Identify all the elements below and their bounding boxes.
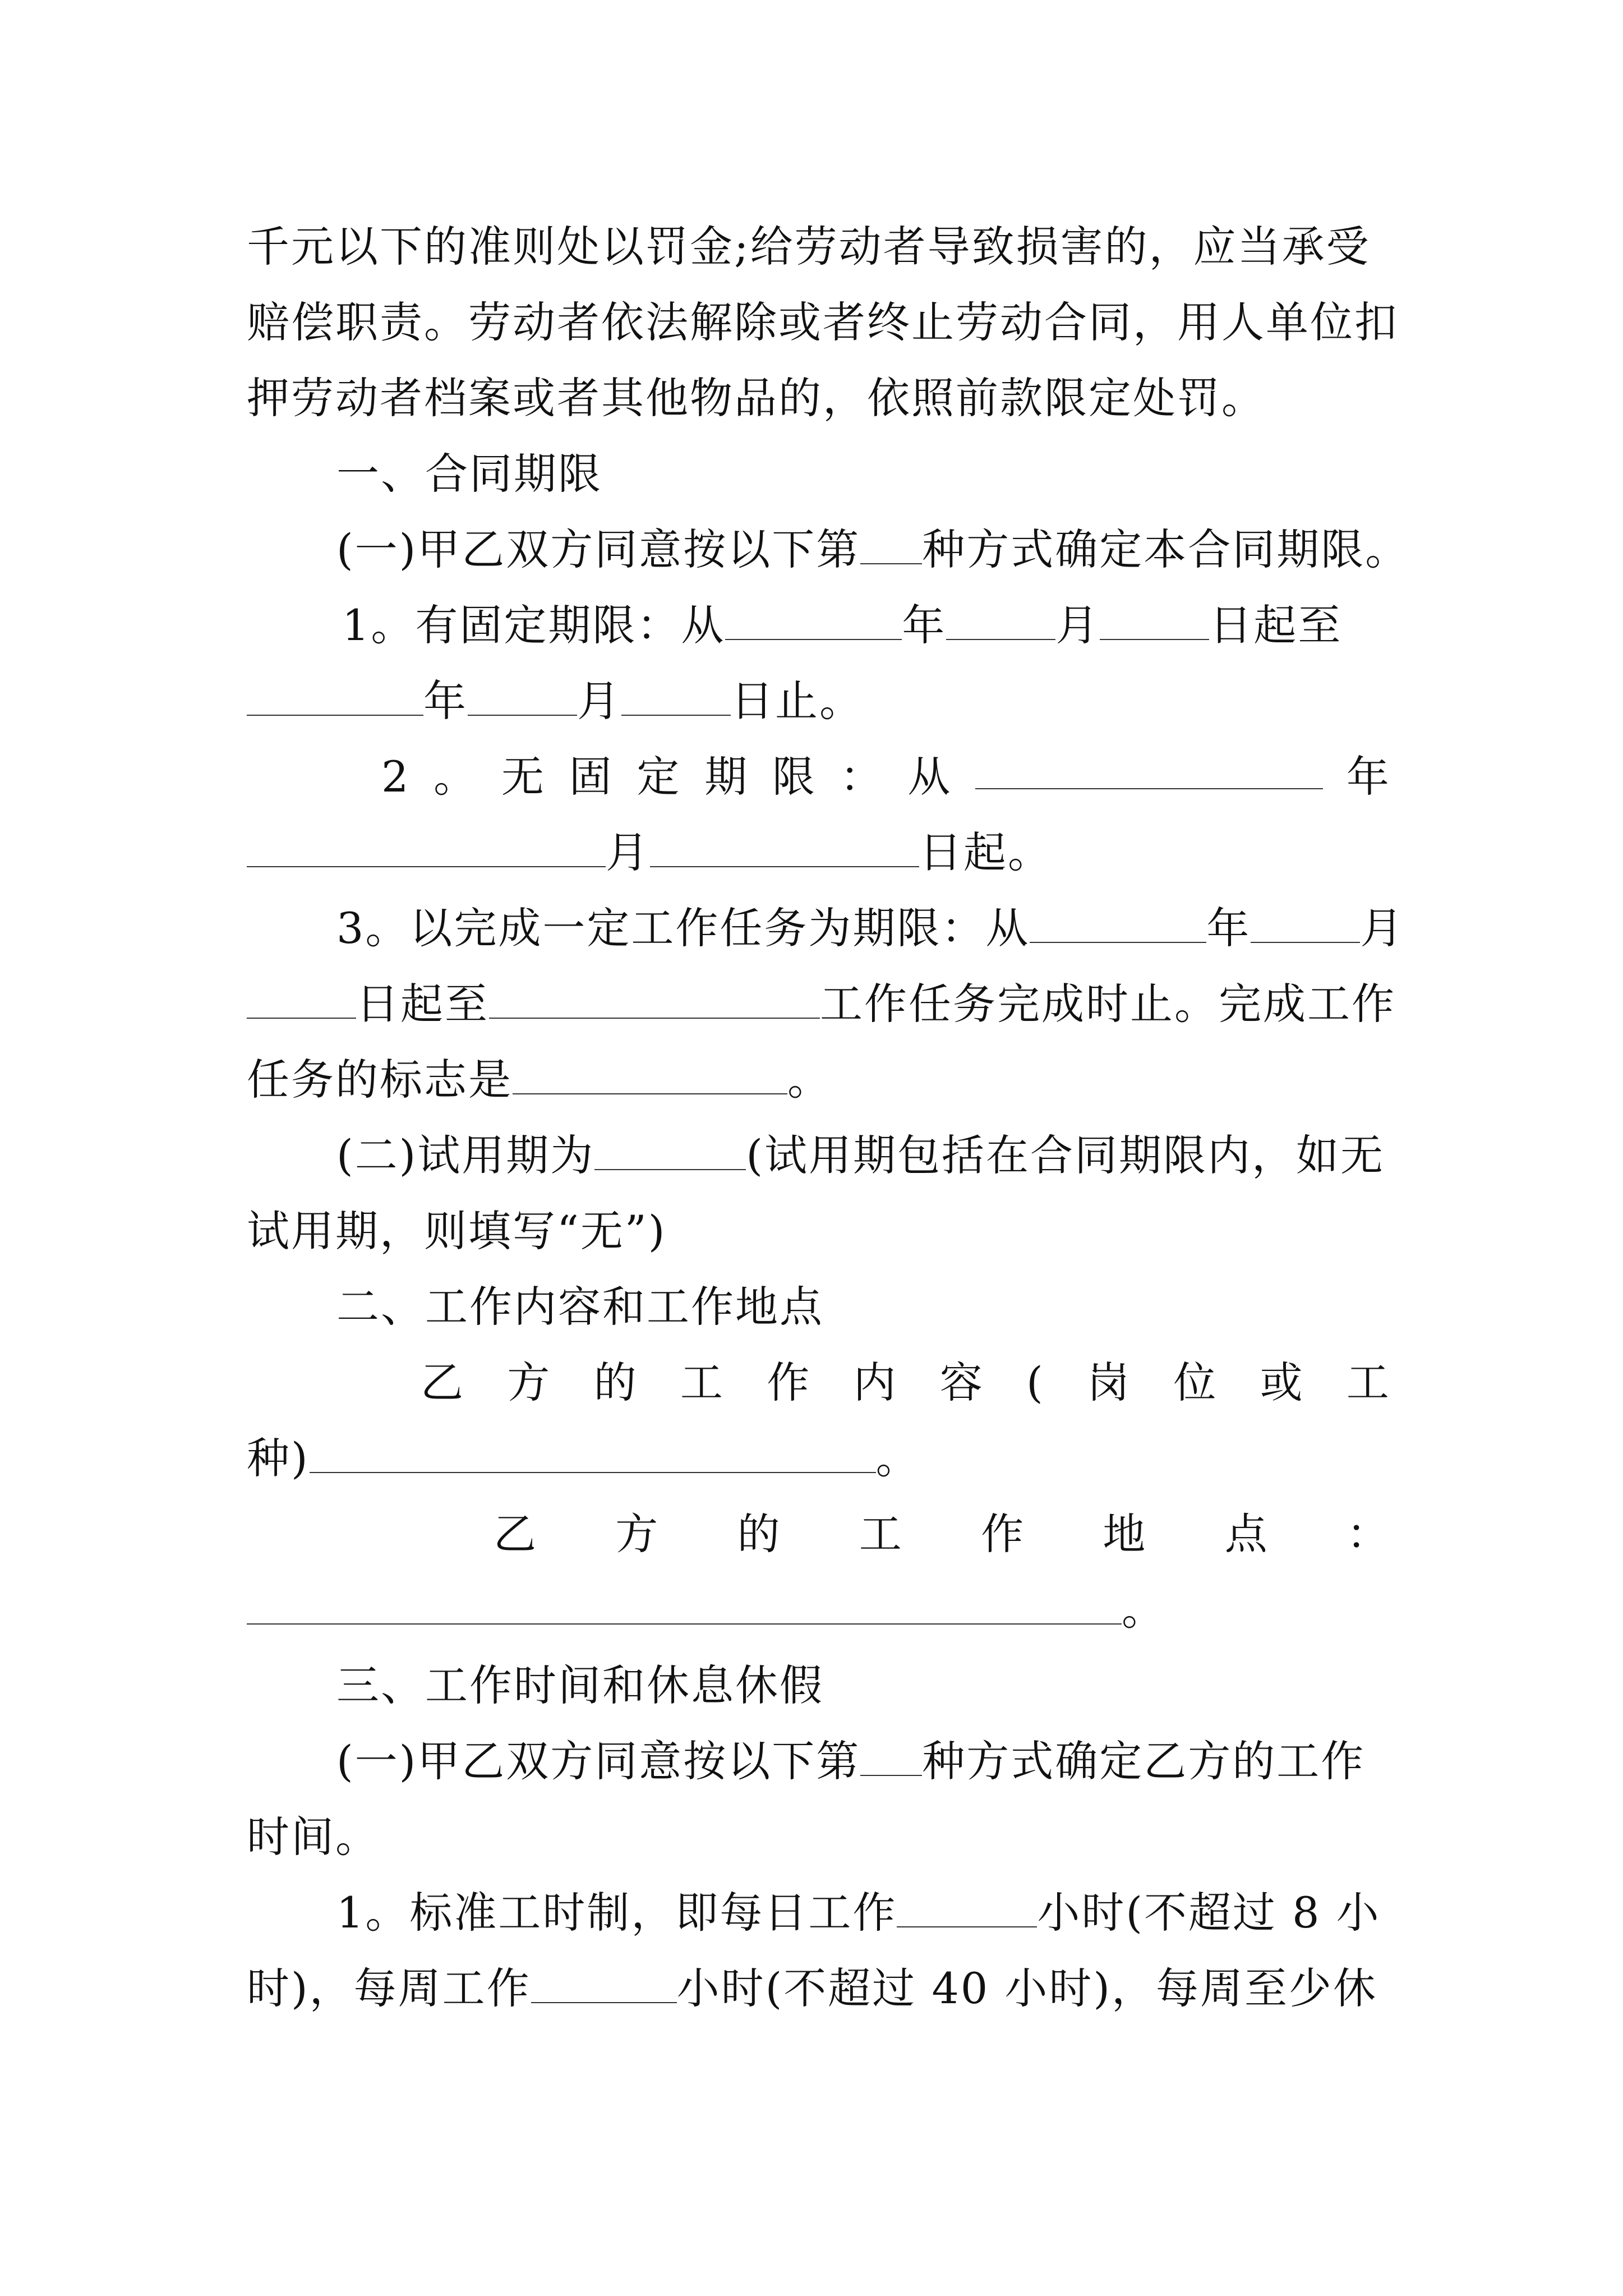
fill-blank[interactable] bbox=[860, 1736, 922, 1776]
clause-line: 1。有固定期限：从 年 月 日起至 bbox=[342, 600, 1343, 650]
fill-blank[interactable] bbox=[247, 675, 423, 716]
clause-line: 任务的标志是 。 bbox=[247, 1055, 832, 1105]
clause-line: 。 bbox=[247, 1582, 1391, 1638]
clause-line: 时)，每周工作 小时(不超过 40 小时)，每周至少休 bbox=[247, 1963, 1377, 2013]
paragraph-line: 押劳动者档案或者其他物品的，依照前款限定处罚。 bbox=[247, 373, 1266, 423]
clause-line: 3。以完成一定工作任务为期限：从 年 月 bbox=[336, 903, 1405, 953]
fill-blank[interactable] bbox=[975, 749, 1323, 789]
fill-blank[interactable] bbox=[310, 1433, 876, 1473]
fill-blank[interactable] bbox=[1251, 903, 1360, 943]
clause-line: 日起至 工作任务完成时止。完成工作 bbox=[247, 976, 1391, 1032]
fill-blank[interactable] bbox=[860, 524, 922, 564]
clause-line: (一)甲乙双方同意按以下第 种方式确定乙方的工作 bbox=[336, 1736, 1366, 1786]
fill-blank[interactable] bbox=[1100, 600, 1209, 640]
clause-line: 种) 。 bbox=[247, 1433, 920, 1483]
clause-line: 1。标准工时制，即每日工作 小时(不超过 8 小 bbox=[336, 1888, 1381, 1938]
section-heading: 一、合同期限 bbox=[336, 449, 602, 499]
clause-line: 乙 方 的 工 作 内 容 ( 岗 位 或 工 bbox=[421, 1358, 1391, 1407]
clause-line: 2 。 无 固 定 期 限 ： 从 年 bbox=[381, 749, 1391, 805]
fill-blank[interactable] bbox=[247, 978, 356, 1019]
paragraph-line: 千元以下的准则处以罚金;给劳动者导致损害的，应当承受 bbox=[247, 222, 1371, 272]
clause-line: 乙 方 的 工 作 地 点 ： bbox=[494, 1509, 1391, 1559]
section-heading: 三、工作时间和休息休假 bbox=[336, 1660, 824, 1710]
clause-line: (二)试用期为 (试用期包括在合同期限内，如无 bbox=[336, 1130, 1385, 1180]
fill-blank[interactable] bbox=[650, 827, 919, 867]
fill-blank[interactable] bbox=[531, 1963, 677, 2003]
fill-blank[interactable] bbox=[513, 1054, 787, 1094]
fill-blank[interactable] bbox=[594, 1130, 746, 1170]
fill-blank[interactable] bbox=[897, 1887, 1037, 1927]
fill-blank[interactable] bbox=[725, 600, 902, 640]
fill-blank[interactable] bbox=[247, 1584, 1122, 1625]
fill-blank[interactable] bbox=[247, 827, 606, 867]
fill-blank[interactable] bbox=[489, 978, 820, 1019]
clause-line: (一)甲乙双方同意按以下第 种方式确定本合同期限。 bbox=[336, 524, 1410, 574]
fill-blank[interactable] bbox=[468, 675, 577, 716]
clause-line: 试用期，则填写“无”) bbox=[247, 1206, 667, 1256]
clause-line: 月 日起。 bbox=[247, 825, 1391, 881]
paragraph-line: 赔偿职责。劳动者依法解除或者终止劳动合同，用人单位扣 bbox=[247, 297, 1399, 347]
section-heading: 二、工作内容和工作地点 bbox=[336, 1282, 824, 1332]
fill-blank[interactable] bbox=[621, 675, 731, 716]
clause-line: 年 月 日止。 bbox=[247, 673, 1391, 729]
fill-blank[interactable] bbox=[1030, 903, 1206, 943]
clause-line: 时间。 bbox=[247, 1812, 380, 1862]
fill-blank[interactable] bbox=[946, 600, 1055, 640]
